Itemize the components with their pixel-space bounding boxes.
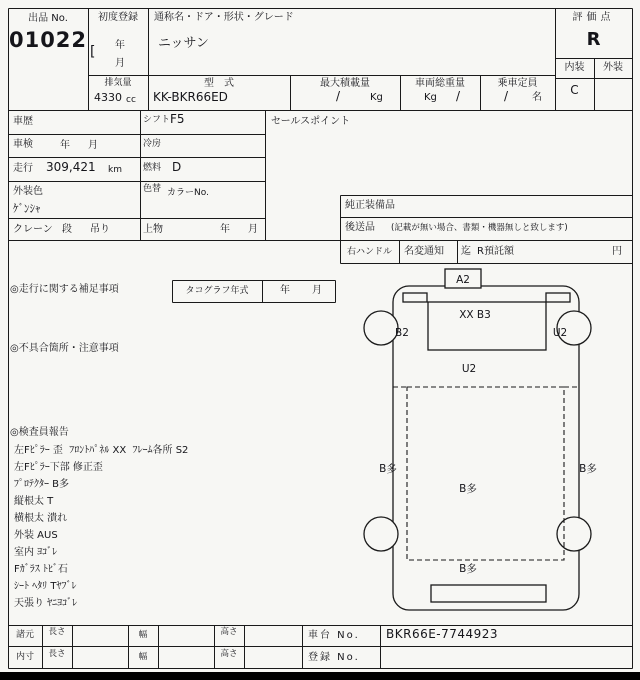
length-label: 長さ	[48, 627, 66, 637]
report-line: ｼｰﾄ ﾍﾀﾘ Tﾔﾌﾞﾚ	[14, 581, 77, 592]
fuel-value: D	[172, 160, 182, 174]
exhibit-no-label: 出品 No.	[28, 13, 68, 24]
fuel-label: 燃料	[143, 163, 162, 173]
report-line: 外装 AUS	[14, 530, 58, 541]
height-label: 高さ	[220, 627, 238, 637]
chassis-no-label: 車台 No.	[308, 630, 360, 641]
interior-score: C	[570, 83, 579, 97]
displacement-value: 4330	[94, 91, 122, 104]
mileage-value: 309,421	[46, 160, 96, 174]
report-line: 左Fﾋﾟﾗｰ 歪 ﾌﾛﾝﾄﾊﾟﾈﾙ XX ﾌﾚｰﾑ各所 S2	[14, 445, 189, 456]
maker-name: ニッサン	[158, 36, 209, 51]
inspection-label: 車検	[13, 139, 33, 150]
later-items-note: (記載が無い場合、書類・機器無しと致します)	[391, 223, 568, 233]
max-load-unit: Kg	[370, 92, 383, 103]
width-label: 幅	[138, 630, 148, 640]
capacity-slash: /	[504, 89, 509, 103]
body-upper-month-label: 月	[248, 224, 258, 235]
interior-label: 内装	[564, 62, 585, 73]
later-items-label: 後送品	[345, 222, 375, 233]
defects-header: ◎不具合箇所・注意事項	[10, 343, 119, 354]
report-line: 天張り ﾔﾆﾖｺﾞﾚ	[14, 598, 78, 609]
diagram-mark-b-center: B多	[459, 483, 477, 495]
report-line: 縦根太 T	[14, 496, 54, 507]
genuine-equipment-label: 純正装備品	[345, 200, 395, 211]
until-label: 迄	[461, 246, 471, 257]
vehicle-name-header: 通称名・ドア・形状・グレード	[154, 12, 294, 23]
length-label: 長さ	[48, 649, 66, 659]
mileage-label: 走行	[13, 163, 33, 174]
specs-label: 諸元	[15, 630, 34, 640]
tachograph-year-label: 年	[280, 285, 290, 296]
body-upper-label: 上物	[143, 224, 163, 235]
displacement-label: 排気量	[104, 78, 132, 88]
deposit-label: R預託額	[477, 246, 514, 257]
color-no-label: カラーNo.	[167, 188, 209, 198]
shift-label: シフト	[143, 115, 171, 125]
model-label: 型 式	[204, 78, 234, 89]
model-code: KK-BKR66ED	[153, 90, 228, 104]
rear-left-wheel	[364, 517, 398, 551]
report-line: 左Fﾋﾟﾗｰ下部 修正歪	[14, 462, 103, 473]
tachograph-label: タコグラフ年式	[185, 286, 249, 296]
first-registration-year-label: 年	[115, 40, 125, 51]
inspection-year-label: 年	[60, 140, 70, 151]
capacity-label: 乗車定員	[497, 78, 538, 89]
scan-edge-bar	[0, 672, 640, 680]
displacement-unit: cc	[126, 95, 136, 105]
yen-label: 円	[612, 246, 622, 257]
diagram-mark-u2-center: U2	[461, 363, 477, 375]
shift-value: F5	[170, 112, 185, 126]
diagram-mark-b-bottom: B多	[459, 563, 477, 575]
chassis-no-value: BKR66E-7744923	[386, 627, 499, 641]
crane-label: クレーン	[13, 224, 53, 235]
diagram-mark-a2: A2	[456, 274, 470, 286]
exhibit-no: 01022	[8, 28, 88, 52]
first-registration-month-label: 月	[115, 58, 125, 69]
exterior-color-label: 外装色	[13, 186, 43, 197]
exterior-color-value: ｹﾞﾝｼｬ	[13, 202, 41, 215]
body-upper-year-label: 年	[220, 224, 230, 235]
report-line: 横根太 潰れ	[14, 513, 68, 524]
max-load-label: 最大積載量	[320, 78, 370, 89]
gross-weight-label: 車両総重量	[415, 78, 465, 89]
max-load-slash: /	[336, 89, 341, 103]
sales-point-label: セールスポイント	[271, 116, 351, 127]
tachograph-month-label: 月	[312, 285, 322, 296]
crane-dan-label: 段	[62, 224, 72, 235]
inspector-report-header: ◎検査員報告	[10, 427, 69, 438]
bracket-mark: [	[90, 44, 96, 60]
recolor-label: 色替	[143, 184, 162, 194]
mileage-note-header: ◎走行に関する補足事項	[10, 284, 119, 295]
report-line: 室内 ﾖｺﾞﾚ	[14, 547, 58, 558]
height-label: 高さ	[220, 649, 238, 659]
cooling-label: 冷房	[143, 139, 162, 149]
rear-right-wheel	[557, 517, 591, 551]
crane-tsuri-label: 吊り	[90, 224, 110, 235]
vehicle-diagram	[345, 266, 632, 622]
diagram-mark-b2: B2	[395, 327, 409, 339]
history-label: 車歴	[13, 116, 33, 127]
first-registration-label: 初度登録	[98, 12, 138, 23]
right-handle-label: 右ハンドル	[346, 247, 392, 257]
capacity-unit: 名	[532, 92, 542, 103]
diagram-mark-b-right: B多	[579, 463, 597, 475]
diagram-mark-b-left: B多	[379, 463, 397, 475]
score-value: R	[586, 29, 601, 50]
score-label: 評価点	[572, 12, 615, 23]
name-change-label: 名変通知	[404, 246, 444, 257]
width-label: 幅	[138, 652, 148, 662]
gross-weight-unit: Kg	[424, 92, 437, 103]
gross-weight-slash: /	[456, 89, 461, 103]
exterior-label: 外装	[603, 62, 623, 73]
diagram-mark-xx-b3: XX B3	[459, 309, 491, 321]
inner-dims-label: 内寸	[15, 652, 34, 662]
report-line: ﾌﾟﾛﾃｸﾀｰ B多	[14, 479, 70, 490]
mileage-unit: km	[108, 165, 122, 175]
registration-no-label: 登録 No.	[308, 652, 360, 663]
inspection-month-label: 月	[88, 140, 98, 151]
report-line: Fｶﾞﾗｽ ﾄﾋﾞ石	[14, 564, 68, 575]
diagram-mark-u2-right: U2	[552, 327, 568, 339]
front-left-wheel	[364, 311, 398, 345]
